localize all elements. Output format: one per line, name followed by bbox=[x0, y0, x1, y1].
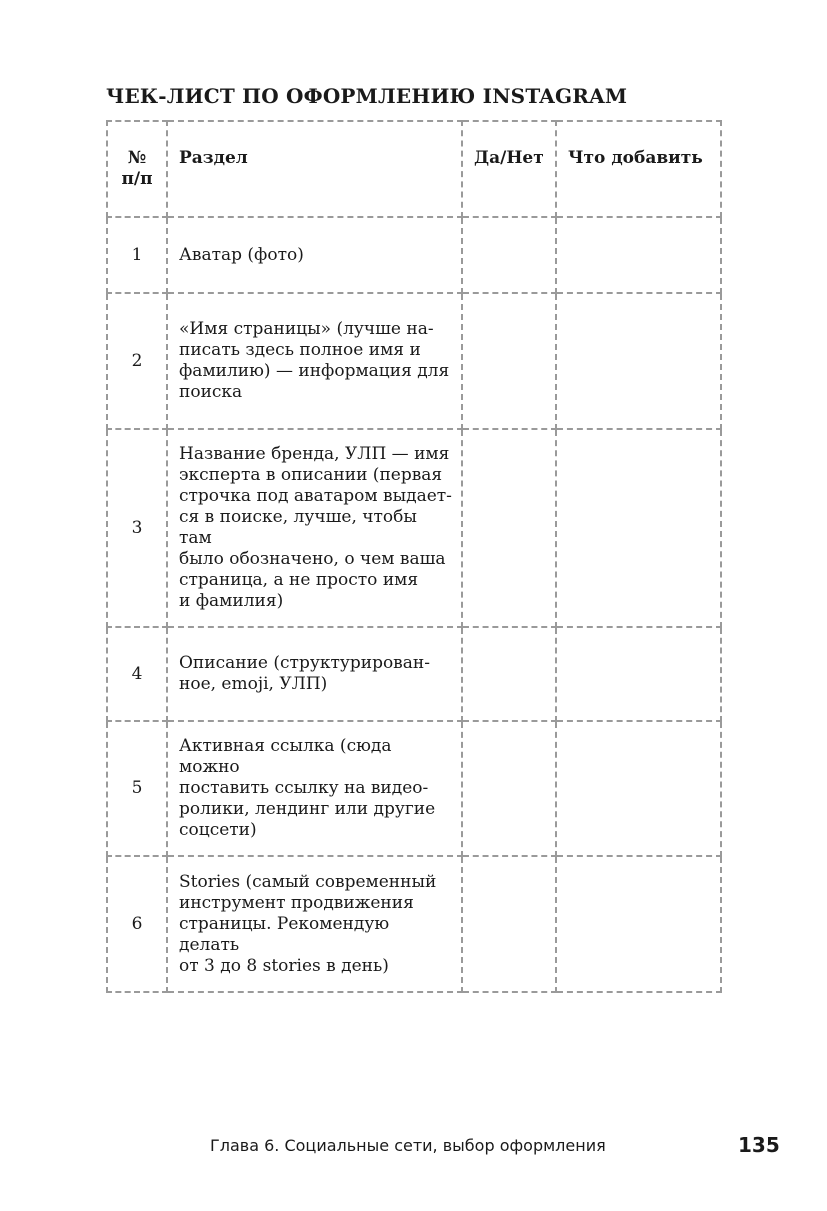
header-row bbox=[107, 121, 721, 217]
row-number: 4 bbox=[107, 627, 167, 721]
row-section-text: Аватар (фото) bbox=[179, 244, 304, 265]
table-row bbox=[107, 856, 721, 992]
row-section bbox=[167, 856, 462, 992]
row-yes-no-cell bbox=[462, 217, 556, 293]
row-section-text: Stories (самый современный инструмент продвижения страницы. Рекомендую делать от 3 до 8 stories в день) bbox=[179, 871, 437, 976]
row-section-text: Активная ссылка (сюда можно поставить ссылку на видео- ролики, лендинг или другие соцсети) bbox=[179, 736, 436, 840]
table-row bbox=[107, 217, 721, 293]
row-add-cell bbox=[556, 856, 721, 992]
row-yes-no-cell bbox=[462, 293, 556, 429]
chapter-footer: Глава 6. Социальные сети, выбор оформления bbox=[210, 1136, 606, 1155]
row-section-text: Название бренда, УЛП — имя эксперта в описании (первая строчка под аватаром выдает- ся в поиске, лучше, чтобы там было обозначено, о чем ваша страница, а не просто имя и фамилия) bbox=[179, 444, 452, 611]
row-add-cell bbox=[556, 627, 721, 721]
row-add-cell bbox=[556, 217, 721, 293]
row-section-text: «Имя страницы» (лучше на- писать здесь полное имя и фамилию) — информация для поиска bbox=[179, 319, 450, 402]
checklist-table bbox=[106, 120, 722, 993]
row-number: 6 bbox=[107, 856, 167, 992]
row-yes-no-cell bbox=[462, 627, 556, 721]
table-row bbox=[107, 627, 721, 721]
header-add: Что добавить bbox=[556, 121, 721, 217]
table-row bbox=[107, 721, 721, 856]
row-section-text: Описание (структурирован- ное, emoji, УЛП) bbox=[179, 653, 430, 694]
header-num bbox=[107, 121, 167, 217]
page-number: 135 bbox=[738, 1133, 780, 1157]
header-section: Раздел bbox=[167, 121, 462, 217]
page-title: ЧЕК-ЛИСТ ПО ОФОРМЛЕНИЮ INSTAGRAM bbox=[106, 84, 628, 108]
row-number: 3 bbox=[107, 429, 167, 627]
row-yes-no-cell bbox=[462, 856, 556, 992]
header-yes-no: Да/Нет bbox=[462, 121, 556, 217]
row-add-cell bbox=[556, 293, 721, 429]
table-row bbox=[107, 293, 721, 429]
row-add-cell bbox=[556, 721, 721, 856]
row-number: 5 bbox=[107, 721, 167, 856]
header-num-label: № п/п bbox=[121, 148, 153, 189]
row-number: 1 bbox=[107, 217, 167, 293]
row-section bbox=[167, 217, 462, 293]
row-section bbox=[167, 627, 462, 721]
row-number: 2 bbox=[107, 293, 167, 429]
row-yes-no-cell bbox=[462, 721, 556, 856]
row-section bbox=[167, 429, 462, 627]
row-section bbox=[167, 293, 462, 429]
row-add-cell bbox=[556, 429, 721, 627]
row-yes-no-cell bbox=[462, 429, 556, 627]
row-section bbox=[167, 721, 462, 856]
table-row bbox=[107, 429, 721, 627]
